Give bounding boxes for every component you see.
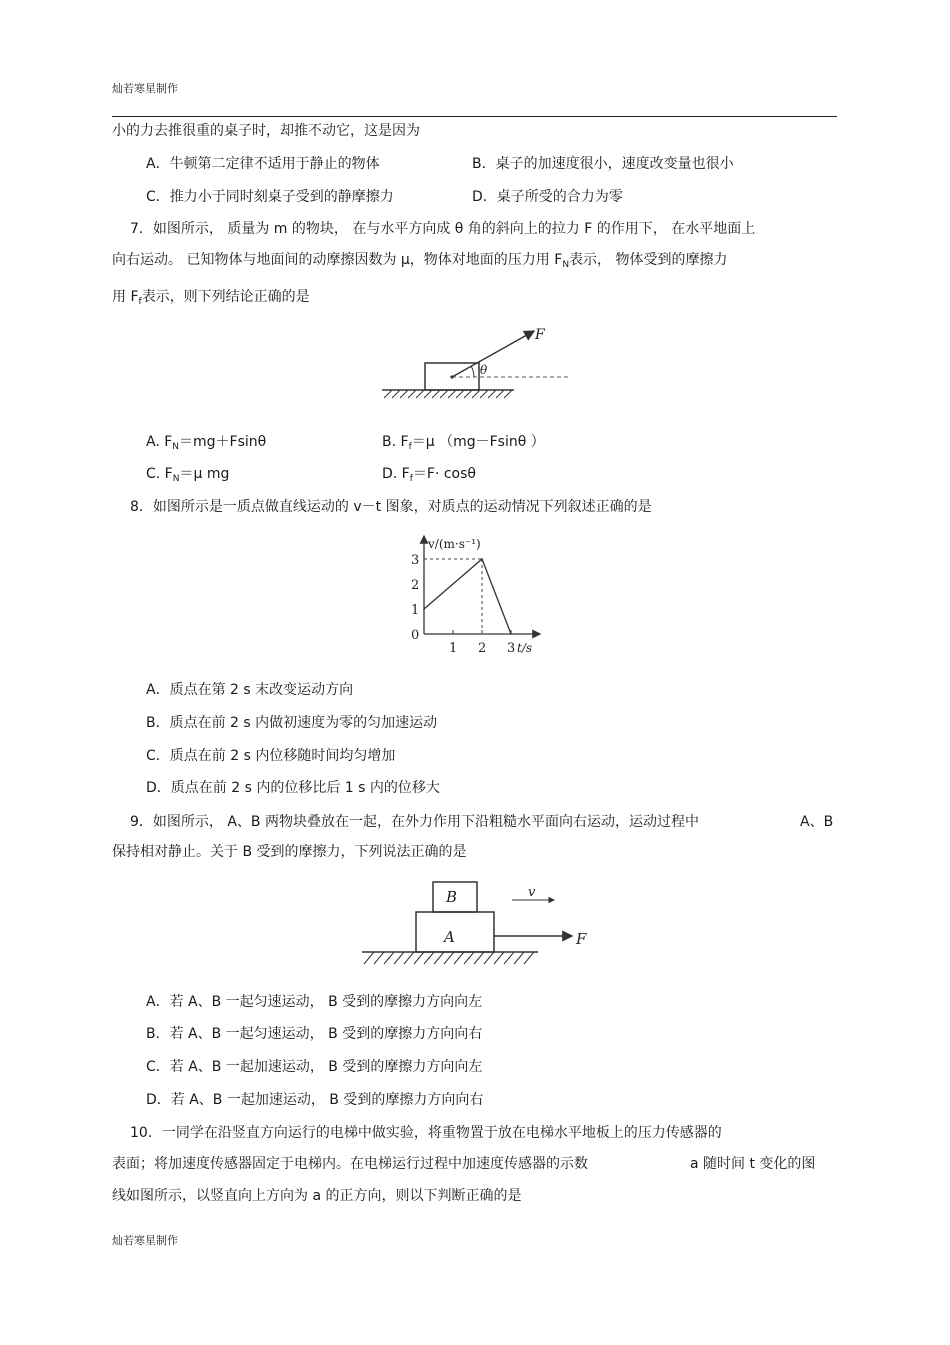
q7-option-c: C. $F_N=\mu$ mg <box>146 466 230 484</box>
angle-label: θ <box>480 363 488 377</box>
q9-option-c: C．若 A、B 一起加速运动， B 受到的摩擦力方向向左 <box>146 1059 483 1075</box>
q6-option-c: C．推力小于同时刻桌子受到的静摩擦力 <box>146 189 394 205</box>
q9-stem-line1-b: A、B <box>800 814 834 830</box>
q6-stem-tail: 小的力去推很重的桌子时，却推不动它，这是因为 <box>112 123 420 139</box>
q7-option-d: D. $F_f=F\cdot \cos\theta$ <box>382 466 476 484</box>
q9-option-a: A．若 A、B 一起匀速运动， B 受到的摩擦力方向向左 <box>146 994 483 1010</box>
q8-option-a: A．质点在第 2 s 末改变运动方向 <box>146 682 354 698</box>
q9-stem-line2: 保持相对静止。关于 B 受到的摩擦力，下列说法正确的是 <box>112 844 467 860</box>
q9-option-d: D．若 A、B 一起加速运动， B 受到的摩擦力方向向右 <box>146 1092 484 1108</box>
q8-option-b: B．质点在前 2 s 内做初速度为零的匀加速运动 <box>146 715 438 731</box>
force-label: F <box>535 327 545 343</box>
q9-stem-line1-a: 9．如图所示， A、B 两物块叠放在一起，在外力作用下沿粗糙水平面向右运动，运动过程中 <box>130 814 699 830</box>
q10-stem-line2-b: a 随时间 t 变化的图 <box>690 1156 816 1172</box>
q7-option-b: B. $F_f=\mu$ （mg－Fsinθ ） <box>382 434 545 452</box>
q10-stem-line3: 线如图所示，以竖直向上方向为 a 的正方向，则以下判断正确的是 <box>112 1188 522 1204</box>
q6-option-b: B．桌子的加速度很小，速度改变量也很小 <box>472 156 734 172</box>
vt-series-line <box>424 559 511 634</box>
q10-stem-line2-a: 表面；将加速度传感器固定于电梯内。在电梯运行过程中加速度传感器的示数 <box>112 1156 588 1172</box>
q7-stem-line3: 用 $F_f$表示，则下列结论正确的是 <box>112 289 310 307</box>
y-axis-label: v/(m·s⁻¹) <box>428 537 481 551</box>
x-tick-label-2: 2 <box>478 641 487 656</box>
block-a-label: A <box>444 928 455 946</box>
q7-block-force-figure <box>378 318 578 406</box>
force-label: F <box>576 930 587 948</box>
ground-hatching <box>384 390 512 398</box>
q8-option-d: D．质点在前 2 s 内的位移比后 1 s 内的位移大 <box>146 780 440 796</box>
velocity-label: v <box>528 885 536 900</box>
q7-option-a: A. $F_N=mg+Fsin\theta$ <box>146 434 267 452</box>
block-a <box>416 912 494 952</box>
y-tick-label-3: 3 <box>411 553 420 568</box>
header-rule <box>112 116 837 117</box>
force-arrow <box>452 331 534 377</box>
q9-stacked-blocks-figure <box>358 878 598 970</box>
x-tick-label-3: 3 <box>507 641 516 656</box>
q7-stem-line1: 7．如图所示， 质量为 m 的物块， 在与水平方向成 θ 角的斜向上的拉力 F 的作用下， 在水平地面上 <box>130 221 756 237</box>
q6-option-a: A．牛顿第二定律不适用于静止的物体 <box>146 156 380 172</box>
page-header-maker: 灿若寒星制作 <box>112 82 178 95</box>
q8-vt-chart <box>400 530 550 658</box>
ground-hatching <box>364 952 534 964</box>
q8-option-c: C．质点在前 2 s 内位移随时间均匀增加 <box>146 748 396 764</box>
y-tick-label-0: 0 <box>411 628 420 643</box>
y-tick-label-2: 2 <box>411 578 420 593</box>
x-tick-label-1: 1 <box>449 641 458 656</box>
q9-option-b: B．若 A、B 一起匀速运动， B 受到的摩擦力方向向右 <box>146 1026 483 1042</box>
x-axis-label: t/s <box>517 641 533 655</box>
q7-stem-line2: 向右运动。 已知物体与地面间的动摩擦因数为 μ，物体对地面的压力用 $F_N$表示， 物体受到的摩擦力 <box>112 252 728 270</box>
y-tick-label-1: 1 <box>411 603 420 618</box>
q10-stem-line1: 10．一同学在沿竖直方向运行的电梯中做实验，将重物置于放在电梯水平地板上的压力传感器的 <box>130 1125 722 1141</box>
block-b-label: B <box>446 888 458 906</box>
q8-stem: 8．如图所示是一质点做直线运动的 v－t 图象，对质点的运动情况下列叙述正确的是 <box>130 499 652 515</box>
page-footer-maker: 灿若寒星制作 <box>112 1234 178 1247</box>
q6-option-d: D．桌子所受的合力为零 <box>472 189 623 205</box>
